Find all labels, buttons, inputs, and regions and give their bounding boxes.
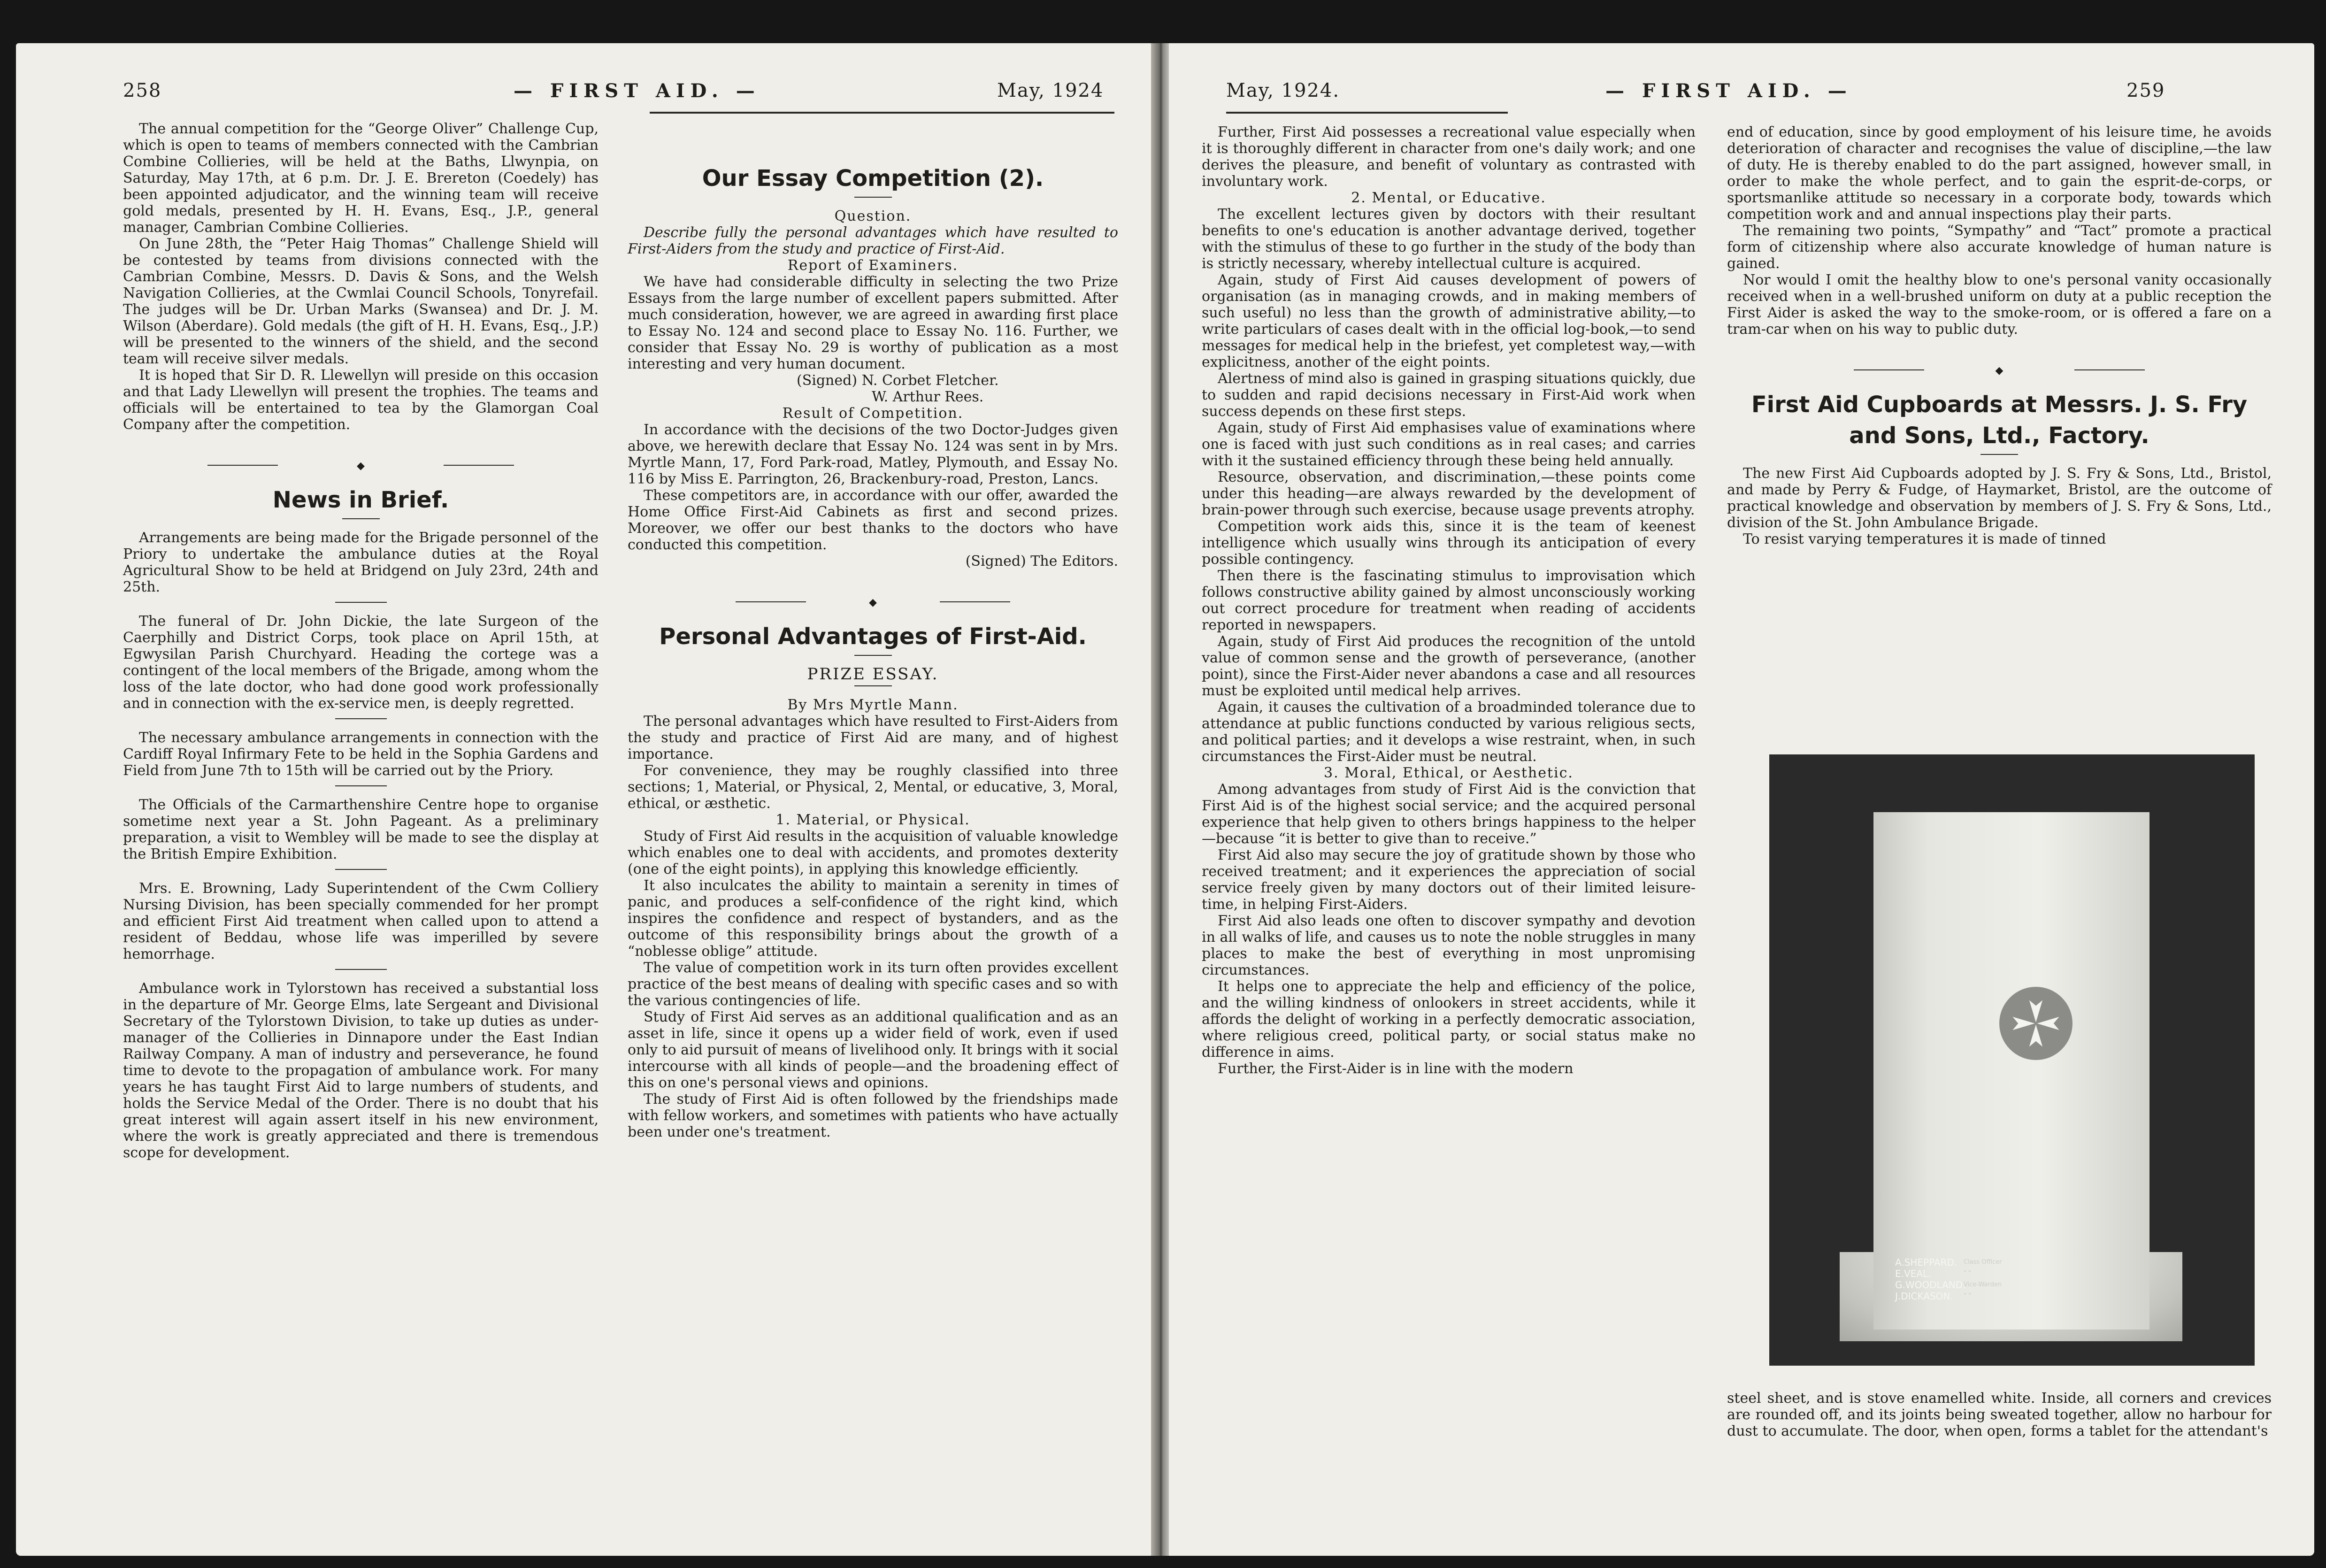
essay-paragraph: Then there is the fascinating stimulus to improvisation which follows constructive ability gained by almost unconsciously working out correct procedure for treatment when reading of accidents reported in newspapers. (1202, 568, 1696, 633)
right-page-column-2 (1727, 124, 2272, 547)
news-item: The funeral of Dr. John Dickie, the late Surgeon of the Caerphilly and District Corps, took place on April 15th, at Egwysilan Parish Churchyard. Heading the cortege was a contingent of the local members of the Brigade, among whom the loss of the late doctor, who had done good work professionally and in connection with the ex-service men, is deeply regretted. (123, 613, 599, 712)
essay-paragraph: Again, study of First Aid emphasises value of examinations where one is faced with just such conditions as in real cases; and carries with it the sustained efficiency through these being held annually. (1202, 420, 1696, 469)
news-item: The Officials of the Carmarthenshire Centre hope to organise sometime next year a St. John Pageant. As a preliminary preparation, a visit to Wembley will be made to see the display at the British Empire Exhibition. (123, 797, 599, 862)
essay-paragraph: Competition work aids this, since it is the team of keenest intelligence which usually wins through its anticipation of every possible contingency. (1202, 518, 1696, 568)
news-item: Arrangements are being made for the Brigade personnel of the Priory to undertake the ambulance duties at the Royal Agricultural Show to be held at Bridgend on July 23rd, 24th and 25th. (123, 530, 599, 595)
cupboard-paragraph: steel sheet, and is stove enamelled white. Inside, all corners and crevices are rounded off, and its joints being sweated together, allow no harbour for dust to accumulate. The door, when open, forms a tablet for the attendant's (1727, 1390, 2272, 1439)
right-page (1169, 43, 2314, 1556)
plaque-name: G.WOODLAND. (1895, 1279, 1966, 1291)
book-gutter (1149, 43, 1172, 1556)
plaque-role: " " (1964, 1270, 1972, 1277)
essay-paragraph: Nor would I omit the healthy blow to one's personal vanity occasionally received when in a well-brushed uniform on duty at a public reception the First Aider is asked the way to the smoke-room, or is offered a fare on a tram-car when on his way to public duty. (1727, 272, 2272, 338)
ornament-divider: ◆ (123, 456, 599, 475)
personal-advantages-heading: Personal Advantages of First-Aid. (659, 623, 1087, 650)
st-john-cross-icon (1999, 987, 2073, 1060)
left-page-column-1 (123, 121, 599, 1161)
report-label: Report of Examiners. (787, 257, 959, 274)
date-right: May, 1924. (1226, 80, 1340, 101)
left-page (16, 43, 1151, 1556)
question-text: Describe fully the personal advantages which have resulted to First-Aiders from the study and practice of First-Aid. (628, 224, 1118, 257)
cupboard-photo (1769, 754, 2255, 1366)
plaque-roles (1964, 1257, 2020, 1302)
essay-paragraph: The personal advantages which have resulted to First-Aiders from the study and practice of First Aid are many, and of highest importance. (628, 713, 1118, 762)
plaque-role: Vice-Warden (1964, 1281, 2002, 1288)
paragraph: It is hoped that Sir D. R. Llewellyn will preside on this occasion and that Lady Llewellyn will present the trophies. The teams and officials will be entertained to tea by the Glamorgan Coal Company after the competition. (123, 367, 599, 433)
right-page-column-2-continued (1727, 1390, 2272, 1439)
editors-signature: (Signed) The Editors. (965, 553, 1118, 569)
essay-paragraph: For convenience, they may be roughly classified into three sections; 1, Material, or Physical, 2, Mental, or educative, 3, Moral, ethical, or æsthetic. (628, 762, 1118, 812)
right-page-column-1 (1202, 124, 1696, 1077)
paragraph: The annual competition for the “George Oliver” Challenge Cup, which is open to teams of members connected with the Cambrian Combine Collieries, will be held at the Baths, Llwynpia, on Saturday, May 17th, at 6 p.m. Dr. J. E. Brereton (Coedely) has been appointed adjudicator, and the winning team will receive gold medals, presented by H. H. Evans, Esq., J.P., general manager, Cambrian Combine Collieries. (123, 121, 599, 236)
essay-paragraph: Study of First Aid results in the acquisition of valuable knowledge which enables one to deal with accidents, and promotes dexterity (one of the eight points), in applying this knowledge efficiently. (628, 828, 1118, 877)
cupboard-paragraph: To resist varying temperatures it is made of tinned (1743, 531, 2106, 547)
plaque-role: Class Officer (1964, 1259, 2002, 1266)
top-rule-right (1226, 112, 1508, 114)
short-rule (854, 685, 892, 686)
report-signature-1: (Signed) N. Corbet Fletcher. (797, 372, 999, 389)
date-left: May, 1924 (997, 80, 1104, 101)
essay-paragraph: The excellent lectures given by doctors with their resultant benefits to one's education is another advantage derived, together with the stimulus of these to go further in the study of the body than is strictly necessary, whereby intellectual culture is acquired. (1202, 206, 1696, 272)
cupboard-paragraph: The new First Aid Cupboards adopted by J. S. Fry & Sons, Ltd., Bristol, and made by Perry & Fudge, of Haymarket, Bristol, are the outcome of practical knowledge and observation by members of J. S. Fry & Sons, Ltd., division of the St. John Ambulance Brigade. (1727, 465, 2272, 531)
top-rule-left (650, 112, 1114, 114)
essay-paragraph: Further, the First-Aider is in line with the modern (1218, 1061, 1574, 1077)
short-rule (335, 969, 387, 970)
result-paragraph: These competitors are, in accordance with our offer, awarded the Home Office First-Aid Cabinets as first and second prizes. Moreover, we offer our best thanks to the doctors who have conducted this competition. (628, 487, 1118, 553)
ornament-divider: ◆ (1727, 361, 2272, 380)
cupboards-heading: First Aid Cupboards at Messrs. J. S. Fry and Sons, Ltd., Factory. (1751, 392, 2248, 449)
essay-paragraph: The remaining two points, “Sympathy” and “Tact” promote a practical form of citizenship where also accurate knowledge of human nature is gained. (1727, 223, 2272, 272)
essay-paragraph: Alertness of mind also is gained in grasping situations quickly, due to sudden and rapid decisions necessary in First-Aid work when success depends on these first steps. (1202, 370, 1696, 420)
news-item: Ambulance work in Tylorstown has received a substantial loss in the departure of Mr. George Elms, late Sergeant and Divisional Secretary of the Tylorstown Division, to take up duties as under-manager of the Collieries in Dinnapore under the East Indian Railway Company. A man of industry and perseverance, he found time to devote to the propagation of ambulance work. For many years he has taught First Aid to large numbers of students, and holds the Service Medal of the Order. There is no doubt that his great interest will again assert itself in his new environment, where the work is greatly appreciated and there is tremendous scope for development. (123, 980, 599, 1161)
plaque-name: J.DICKASON. (1895, 1291, 1953, 1302)
question-label: Question. (834, 208, 912, 224)
essay-paragraph: Among advantages from study of First Aid is the conviction that First Aid is of the highest social service; and the acquired personal experience that help given to others brings happiness to the helper—because “it is better to give than to receive.” (1202, 781, 1696, 847)
essay-paragraph: It helps one to appreciate the help and efficiency of the police, and the willing kindness of onlookers in street accidents, while it affords the delight of working in a perfectly democratic association, where religious creed, political party, or social status make no difference in aims. (1202, 978, 1696, 1061)
report-text: We have had considerable difficulty in selecting the two Prize Essays from the large number of excellent papers submitted. After much consideration, however, we are agreed in awarding first place to Essay No. 124 and second place to Essay No. 116. Further, we consider that Essay No. 29 is worthy of publication as a most interesting and very human document. (628, 274, 1118, 372)
essay-paragraph: Resource, observation, and discrimination,—these points come under this heading—are always rewarded by the development of brain-power through such exercise, because usage prevents atrophy. (1202, 469, 1696, 518)
byline: By Mrs Myrtle Mann. (787, 697, 959, 713)
short-rule (335, 785, 387, 786)
short-rule (335, 869, 387, 870)
essay-paragraph: The study of First Aid is often followed by the friendships made with fellow workers, and sometimes with patients who have actually been under one's treatment. (628, 1091, 1118, 1140)
plaque-name: A.SHEPPARD. (1895, 1257, 1958, 1268)
short-rule (342, 518, 380, 519)
news-item: Mrs. E. Browning, Lady Superintendent of the Cwm Colliery Nursing Division, has been specially commended for her prompt and efficient First Aid treatment when called upon to attend a resident of Beddau, whose life was imperilled by severe hemorrhage. (123, 880, 599, 962)
news-heading: News in Brief. (272, 487, 449, 513)
section-label: 3. Moral, Ethical, or Aesthetic. (1324, 765, 1574, 781)
running-title-left: — FIRST AID. — (514, 80, 760, 102)
plaque-name: E.VEAL. (1895, 1268, 1931, 1279)
essay-paragraph: Again, study of First Aid causes development of powers of organisation (as in managing crowds, and in making members of such useful) no less than the growth of administrative ability,—to write particulars of cases dealt with in the official log-book,—to send messages for medical help in the briefest, yet completest way,—with explicitness, another of the eight points. (1202, 272, 1696, 370)
essay-paragraph: The value of competition work in its turn often provides excellent practice of the best means of dealing with specific cases and so with the various contingencies of life. (628, 960, 1118, 1009)
running-title-right: — FIRST AID. — (1605, 80, 1852, 102)
section-label: 1. Material, or Physical. (775, 812, 970, 828)
result-paragraph: In accordance with the decisions of the two Doctor-Judges given above, we herewith declare that Essay No. 124 was sent in by Mrs. Myrtle Mann, 17, Ford Park-road, Matley, Plymouth, and Essay No. 116 by Miss E. Parrington, 26, Brackenbury-road, Preston, Lancs. (628, 422, 1118, 487)
essay-paragraph: It also inculcates the ability to maintain a serenity in times of panic, and produces a self-confidence of the right kind, which inspires the confidence and respect of bystanders, and as the outcome of this responsibility brings about the growth of a “noblesse oblige” attitude. (628, 877, 1118, 960)
page-number-right: 259 (2126, 80, 2165, 101)
essay-paragraph: end of education, since by good employment of his leisure time, he avoids deterioration of character and recognises the value of discipline,—the law of duty. He is thereby enabled to do the part assigned, however small, in order to make the whole perfect, and to gain the esprit-de-corps, or sportsmanlike attitude so necessary in a corporate body, towards which competition work and and annual inspections play their parts. (1727, 124, 2272, 223)
short-rule (854, 655, 892, 656)
cabinet-door (1873, 812, 2149, 1330)
ornament-divider: ◆ (628, 593, 1118, 612)
short-rule (335, 718, 387, 719)
page-number-left: 258 (123, 80, 162, 101)
names-plaque (1895, 1257, 1966, 1322)
result-label: Result of Competition. (782, 405, 964, 422)
essay-paragraph: Further, First Aid possesses a recreational value especially when it is thoroughly different in character from one's daily work; and one derives the pleasure, and benefit of voluntary as contrasted with involuntary work. (1202, 124, 1696, 190)
essay-paragraph: First Aid also leads one often to discover sympathy and devotion in all walks of life, and causes us to note the noble struggles in many places to make the best of everything in most unpromising circumstances. (1202, 913, 1696, 978)
essay-competition-heading: Our Essay Competition (2). (702, 165, 1044, 192)
paragraph: On June 28th, the “Peter Haig Thomas” Challenge Shield will be contested by teams from divisions connected with the Cambrian Combine, Messrs. D. Davis & Sons, and the Welsh Navigation Collieries, at the Cwmlai Council Schools, Tonyrefail. The judges will be Dr. Urban Marks (Swansea) and Dr. J. M. Wilson (Aberdare). Gold medals (the gift of H. H. Evans, Esq., J.P.) will be presented to the winners of the shield, and the second team will receive silver medals. (123, 236, 599, 367)
section-label: 2. Mental, or Educative. (1351, 190, 1546, 206)
plaque-role: " " (1964, 1292, 1972, 1299)
short-rule (1981, 454, 2018, 455)
essay-paragraph: Again, study of First Aid produces the recognition of the untold value of common sense and the growth of perseverance, (another point), since the First-Aider never abandons a case and all resources must be exploited until medical help arrives. (1202, 633, 1696, 699)
short-rule (335, 602, 387, 603)
news-item: The necessary ambulance arrangements in connection with the Cardiff Royal Infirmary Fete to be held in the Sophia Gardens and Field from June 7th to 15th will be carried out by the Priory. (123, 730, 599, 779)
left-page-column-2 (628, 121, 1118, 1140)
essay-paragraph: Study of First Aid serves as an additional qualification and as an asset in life, since it opens up a wider field of work, even if used only to aid pursuit of means of livelihood only. It brings with it social intercourse with all kinds of people—and the broadening effect of this on one's personal views and opinions. (628, 1009, 1118, 1091)
essay-paragraph: Again, it causes the cultivation of a broadminded tolerance due to attendance at public functions conducted by various religious sects, and political parties; and it develops a wise restraint, when, in such circumstances the First-Aider must be neutral. (1202, 699, 1696, 765)
short-rule (854, 197, 892, 198)
prize-essay-label: PRIZE ESSAY. (807, 665, 939, 684)
report-signature-2: W. Arthur Rees. (872, 389, 984, 405)
essay-paragraph: First Aid also may secure the joy of gratitude shown by those who received treatment; and it experiences the appreciation of social service freely given by many doctors out of their limited leisure-time, in helping First-Aiders. (1202, 847, 1696, 913)
